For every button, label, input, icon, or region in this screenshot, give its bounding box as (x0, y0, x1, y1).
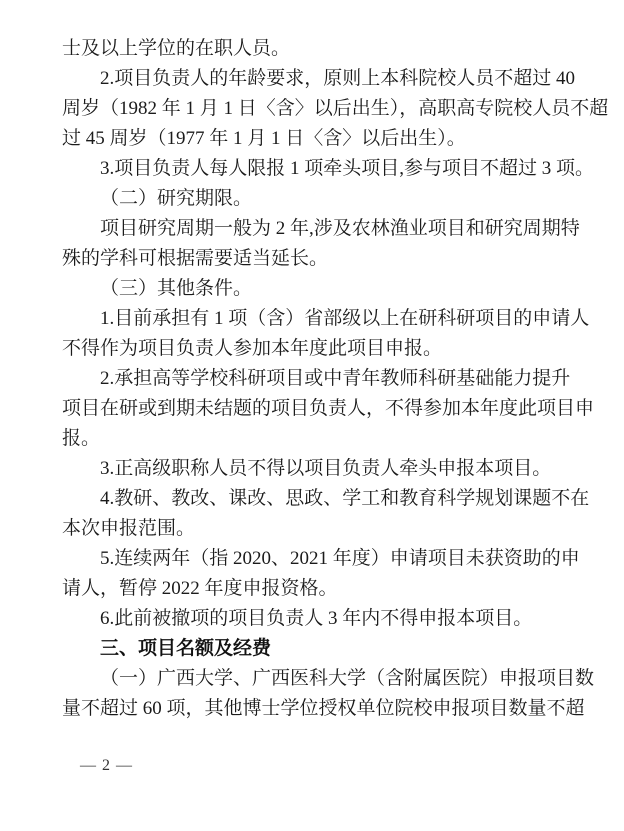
text-line: 项目在研或到期未结题的项目负责人，不得参加本年度此项目申 (62, 398, 595, 419)
text-line: 报。 (62, 428, 101, 449)
text-line: 项目研究周期一般为 2 年,涉及农林渔业项目和研究周期特 (100, 218, 580, 239)
text-line: 2.承担高等学校科研项目或中青年教师科研基础能力提升 (100, 368, 571, 389)
text-line: 本次申报范围。 (62, 518, 196, 539)
page-number: — 2 — (80, 757, 133, 774)
text-line: 不得作为项目负责人参加本年度此项目申报。 (62, 338, 443, 359)
text-line: 6.此前被撤项的项目负责人 3 年内不得申报本项目。 (100, 608, 533, 629)
text-line: 殊的学科可根据需要适当延长。 (62, 248, 329, 269)
text-line: 5.连续两年（指 2020、2021 年度）申请项目未获资助的申 (100, 548, 580, 569)
text-line: 周岁（1982 年 1 月 1 日〈含〉以后出生），高职高专院校人员不超 (62, 98, 609, 119)
text-line: （一）广西大学、广西医科大学（含附属医院）申报项目数 (100, 668, 595, 689)
text-line: （三）其他条件。 (100, 278, 253, 299)
text-line: 2.项目负责人的年龄要求，原则上本科院校人员不超过 40 (100, 68, 576, 89)
text-line: 3.正高级职称人员不得以项目负责人牵头申报本项目。 (100, 458, 552, 479)
text-line: （二）研究期限。 (100, 188, 253, 209)
text-line: 量不超过 60 项，其他博士学位授权单位院校申报项目数量不超 (62, 698, 585, 719)
text-line: 3.项目负责人每人限报 1 项牵头项目,参与项目不超过 3 项。 (100, 158, 595, 179)
text-line: 1.目前承担有 1 项（含）省部级以上在研科研项目的申请人 (100, 308, 590, 329)
text-line: 士及以上学位的在职人员。 (62, 38, 291, 59)
section-heading: 三、项目名额及经费 (100, 638, 272, 659)
text-line: 4.教研、教改、课改、思政、学工和教育科学规划课题不在 (100, 488, 590, 509)
text-line: 请人，暂停 2022 年度申报资格。 (62, 578, 338, 599)
text-line: 过 45 周岁（1977 年 1 月 1 日〈含〉以后出生）。 (62, 128, 466, 149)
